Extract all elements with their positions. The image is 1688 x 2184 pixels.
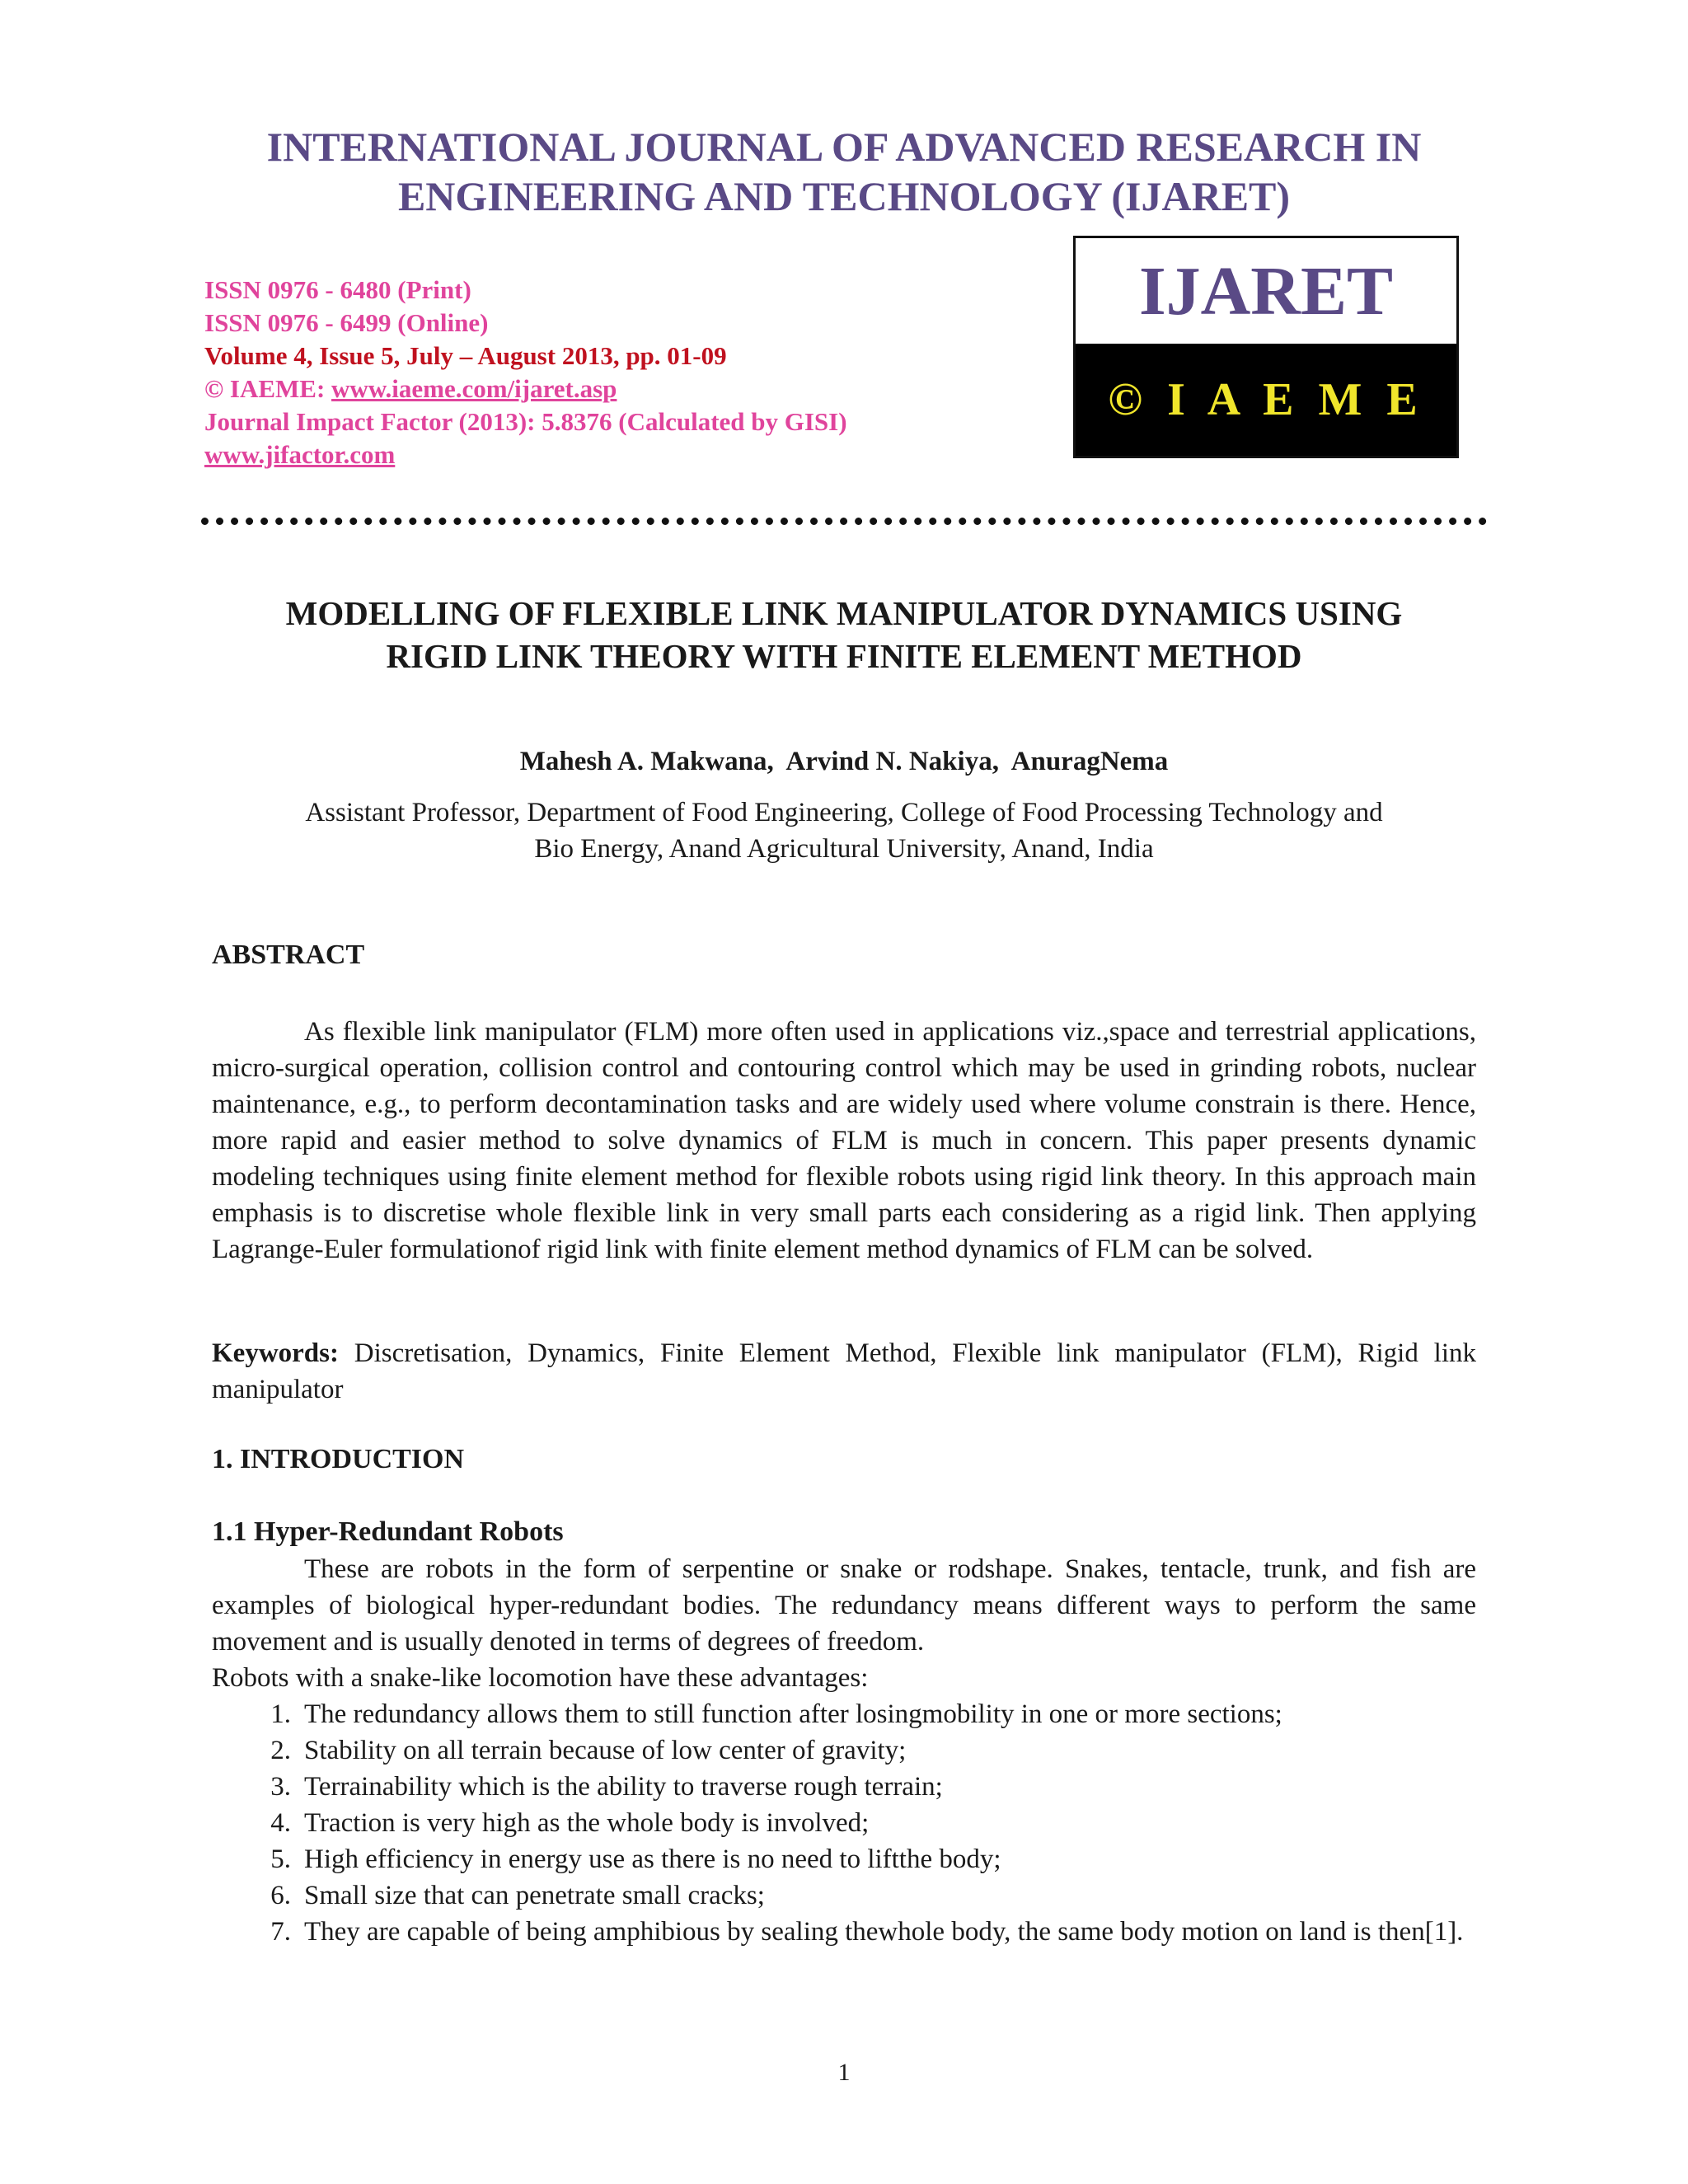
list-item: 7. They are capable of being amphibious by sealing thewhole body, the same body motion on land is then[1]. <box>270 1917 1464 1947</box>
advantages-intro: Robots with a snake-like locomotion have these advantages: <box>212 1663 869 1693</box>
list-item: 2. Stability on all terrain because of low center of gravity; <box>270 1736 907 1765</box>
affiliation <box>0 794 1688 867</box>
abstract-text: As flexible link manipulator (FLM) more often used in applications viz.,space and terrestrial applications, micro-surgical operation, collision control and contouring control which may be used in grinding robots, nuclear maintenance, e.g., to perform decontamination tasks and are widely used where volume constrain is there. Hence, more rapid and easier method to solve dynamics of FLM is much in concern. This paper presents dynamic modeling techniques using finite element method for flexible robots using rigid link theory. In this approach main emphasis is to discretise whole flexible link in very small parts each considering as a rigid link. Then applying Lagrange-Euler formulationof rigid link with finite element method dynamics of FLM can be solved. <box>212 1017 1476 1264</box>
intro-paragraph: These are robots in the form of serpentine or snake or rodshape. Snakes, tentacle, trunk, and fish are examples of biological hyper-redundant bodies. The redundancy means different ways to perform the same movement and is usually denoted in terms of degrees of freedom. <box>212 1554 1476 1657</box>
iaeme-link[interactable]: www.iaeme.com/ijaret.asp <box>331 374 617 403</box>
advantages-list <box>212 1696 1476 1950</box>
authors: Mahesh A. Makwana, Arvind N. Nakiya, AnuragNema <box>519 747 1169 776</box>
journal-title-line1: INTERNATIONAL JOURNAL OF ADVANCED RESEARCH IN <box>266 124 1422 170</box>
volume-info: Volume 4, Issue 5, July – August 2013, pp. 01-09 <box>204 341 727 370</box>
impact-factor: Journal Impact Factor (2013): 5.8376 (Calculated by GISI) <box>204 407 847 436</box>
header-divider <box>201 518 1487 525</box>
logo-ijaret-text: IJARET <box>1138 252 1394 330</box>
jifactor-link[interactable]: www.jifactor.com <box>204 440 396 469</box>
paper-title <box>0 592 1688 677</box>
jifactor-line <box>204 438 847 471</box>
keywords-list: Discretisation, Dynamics, Finite Element Method, Flexible link manipulator (FLM), Rigid link manipulator <box>212 1338 1476 1404</box>
abstract-heading: ABSTRACT <box>212 940 365 970</box>
introduction-heading: 1. INTRODUCTION <box>212 1444 465 1474</box>
journal-title-line2: ENGINEERING AND TECHNOLOGY (IJARET) <box>397 173 1291 219</box>
page-number: 1 <box>837 2059 851 2086</box>
issn-print: ISSN 0976 - 6480 (Print) <box>204 275 471 304</box>
keywords-label: Keywords: <box>212 1338 339 1368</box>
issn-online: ISSN 0976 - 6499 (Online) <box>204 308 489 337</box>
keywords <box>212 1335 1476 1408</box>
affiliation-line2: Bio Energy, Anand Agricultural University, Anand, India <box>534 834 1154 864</box>
journal-logo <box>1073 236 1459 458</box>
journal-info-block <box>204 274 847 471</box>
iaeme-prefix: © IAEME: <box>204 374 332 403</box>
paper-title-line2: RIGID LINK THEORY WITH FINITE ELEMENT METHOD <box>386 637 1302 675</box>
logo-iaeme-text: © I A E M E <box>1076 344 1456 456</box>
subsection-heading: 1.1 Hyper-Redundant Robots <box>212 1516 564 1547</box>
list-item: 5. High efficiency in energy use as there is no need to liftthe body; <box>270 1844 1001 1874</box>
list-item: 6. Small size that can penetrate small cracks; <box>270 1881 765 1910</box>
paper-title-line1: MODELLING OF FLEXIBLE LINK MANIPULATOR DYNAMICS USING <box>285 594 1403 632</box>
affiliation-line1: Assistant Professor, Department of Food Engineering, College of Food Processing Technology and <box>305 798 1383 827</box>
list-item: 4. Traction is very high as the whole body is involved; <box>270 1808 870 1838</box>
iaeme-line <box>204 373 847 405</box>
journal-title <box>0 122 1688 221</box>
list-item: 1. The redundancy allows them to still function after losingmobility in one or more sections; <box>270 1699 1282 1729</box>
list-item: 3. Terrainability which is the ability to traverse rough terrain; <box>270 1772 943 1802</box>
